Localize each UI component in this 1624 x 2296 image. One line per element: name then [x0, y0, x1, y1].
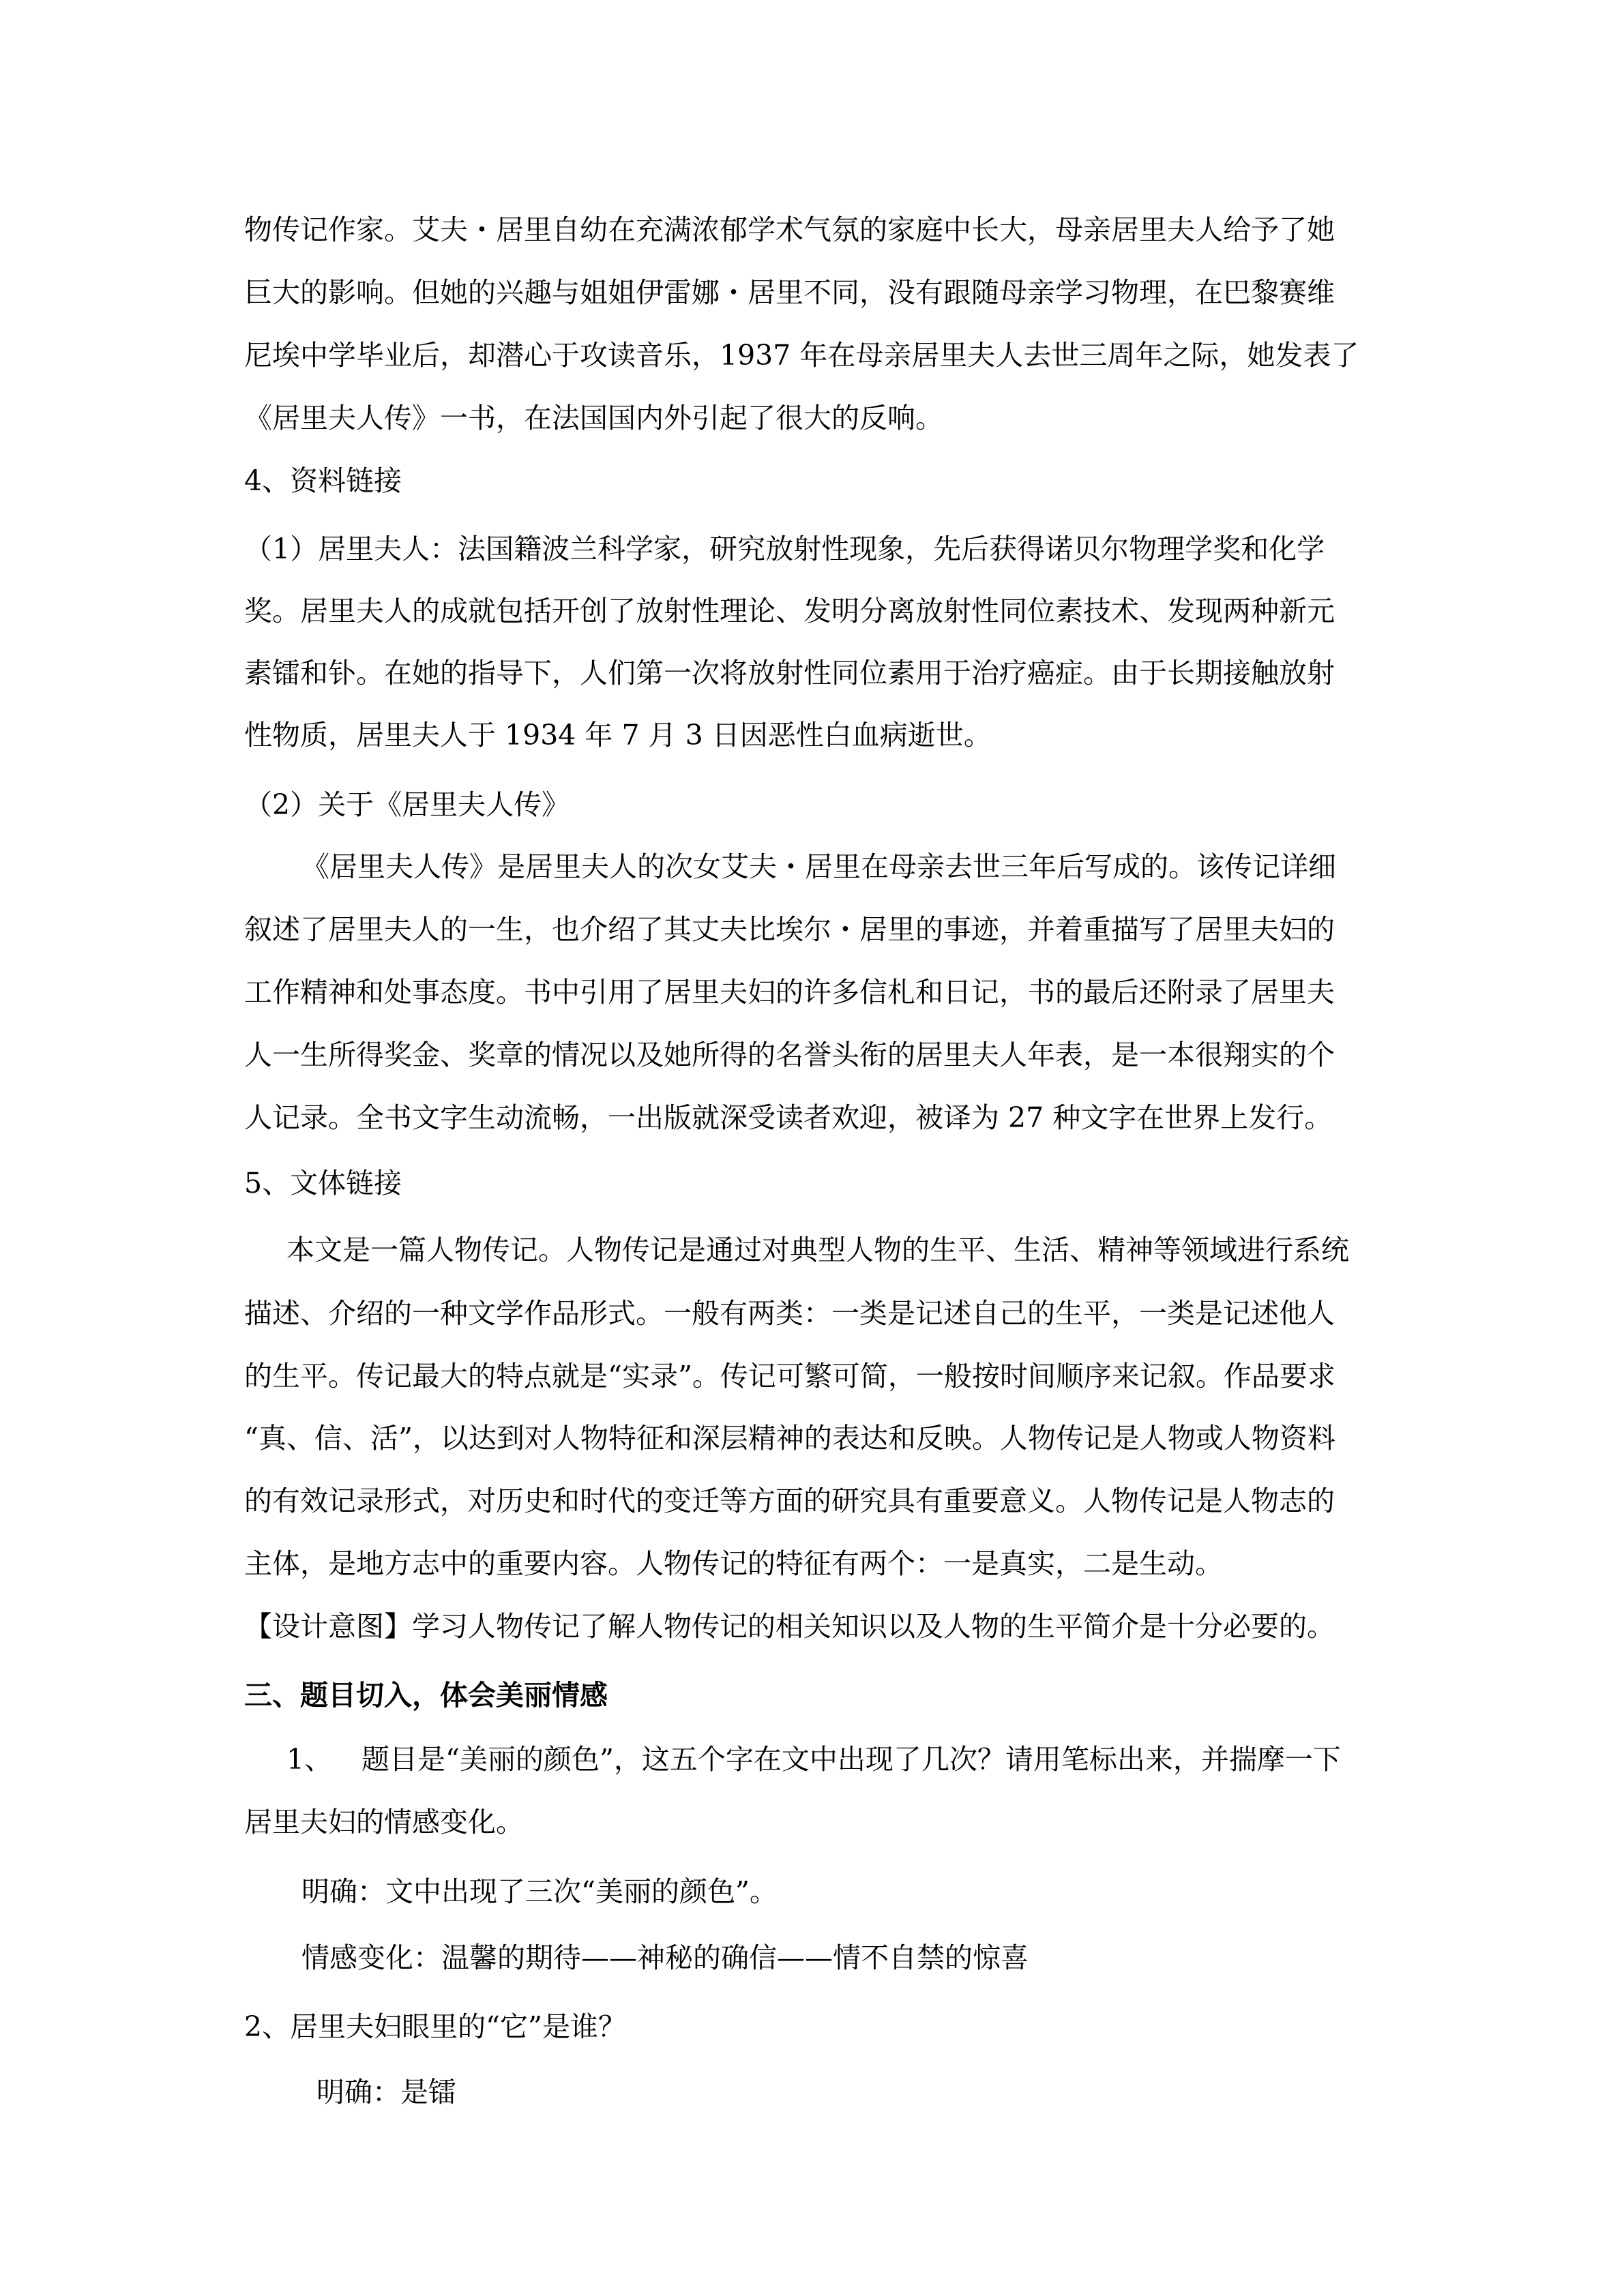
paragraph-line: 尼埃中学毕业后，却潜心于攻读音乐，1937 年在母亲居里夫人去世三周年之际，她发表了 — [244, 339, 1359, 372]
paragraph-line: 人记录。全书文字生动流畅，一出版就深受读者欢迎，被译为 27 种文字在世界上发行。 — [244, 1101, 1333, 1134]
answer-text: 情感变化：温馨的期待——神秘的确信——情不自禁的惊喜 — [301, 1941, 1029, 1974]
section-heading: 5、文体链接 — [244, 1167, 402, 1199]
section-heading: 三、题目切入，体会美丽情感 — [244, 1679, 608, 1712]
section-heading: 4、资料链接 — [244, 464, 402, 497]
paragraph-line: 物传记作家。艾夫・居里自幼在充满浓郁学术气氛的家庭中长大，母亲居里夫人给予了她 — [244, 213, 1335, 246]
question-text: 2、居里夫妇眼里的“它”是谁？ — [244, 2010, 627, 2043]
paragraph-line: （1）居里夫人：法国籍波兰科学家，研究放射性现象，先后获得诺贝尔物理学奖和化学 — [244, 533, 1325, 565]
paragraph-line: 的有效记录形式，对历史和时代的变迁等方面的研究具有重要意义。人物传记是人物志的 — [244, 1485, 1335, 1517]
question-text: 居里夫妇的情感变化。 — [244, 1806, 524, 1838]
design-intent: 【设计意图】学习人物传记了解人物传记的相关知识以及人物的生平简介是十分必要的。 — [244, 1610, 1335, 1643]
answer-text: 明确：文中出现了三次“美丽的颜色”。 — [301, 1875, 778, 1908]
paragraph-line: 本文是一篇人物传记。人物传记是通过对典型人物的生平、生活、精神等领域进行系统 — [286, 1234, 1349, 1266]
paragraph-line: “真、信、活”，以达到对人物特征和深层精神的表达和反映。人物传记是人物或人物资料 — [244, 1422, 1335, 1455]
paragraph-line: 奖。居里夫人的成就包括开创了放射性理论、发明分离放射性同位素技术、发现两种新元 — [244, 595, 1335, 627]
question-number: 1、 — [286, 1743, 333, 1776]
paragraph-line: 《居里夫人传》一书，在法国国内外引起了很大的反响。 — [244, 402, 943, 434]
subsection-heading: （2）关于《居里夫人传》 — [244, 788, 570, 821]
question-text: 题目是“美丽的颜色”，这五个字在文中出现了几次？请用笔标出来，并揣摩一下 — [361, 1743, 1341, 1776]
paragraph-line: 素镭和钋。在她的指导下，人们第一次将放射性同位素用于治疗癌症。由于长期接触放射 — [244, 657, 1335, 689]
answer-text: 明确：是镭 — [316, 2076, 456, 2108]
paragraph-line: 叙述了居里夫人的一生，也介绍了其丈夫比埃尔・居里的事迹，并着重描写了居里夫妇的 — [244, 913, 1335, 946]
paragraph-line: 巨大的影响。但她的兴趣与姐姐伊雷娜・居里不同，没有跟随母亲学习物理，在巴黎赛维 — [244, 276, 1335, 309]
paragraph-line: 性物质，居里夫人于 1934 年 7 月 3 日因恶性白血病逝世。 — [244, 719, 992, 751]
paragraph-line: 工作精神和处事态度。书中引用了居里夫妇的许多信札和日记，书的最后还附录了居里夫 — [244, 976, 1335, 1009]
paragraph-line: 主体，是地方志中的重要内容。人物传记的特征有两个：一是真实，二是生动。 — [244, 1547, 1223, 1580]
paragraph-line: 描述、介绍的一种文学作品形式。一般有两类：一类是记述自己的生平，一类是记述他人 — [244, 1297, 1335, 1330]
paragraph-line: 《居里夫人传》是居里夫人的次女艾夫・居里在母亲去世三年后写成的。该传记详细 — [301, 850, 1336, 883]
paragraph-line: 人一生所得奖金、奖章的情况以及她所得的名誉头衔的居里夫人年表，是一本很翔实的个 — [244, 1039, 1335, 1071]
paragraph-line: 的生平。传记最大的特点就是“实录”。传记可繁可简，一般按时间顺序来记叙。作品要求 — [244, 1360, 1335, 1392]
